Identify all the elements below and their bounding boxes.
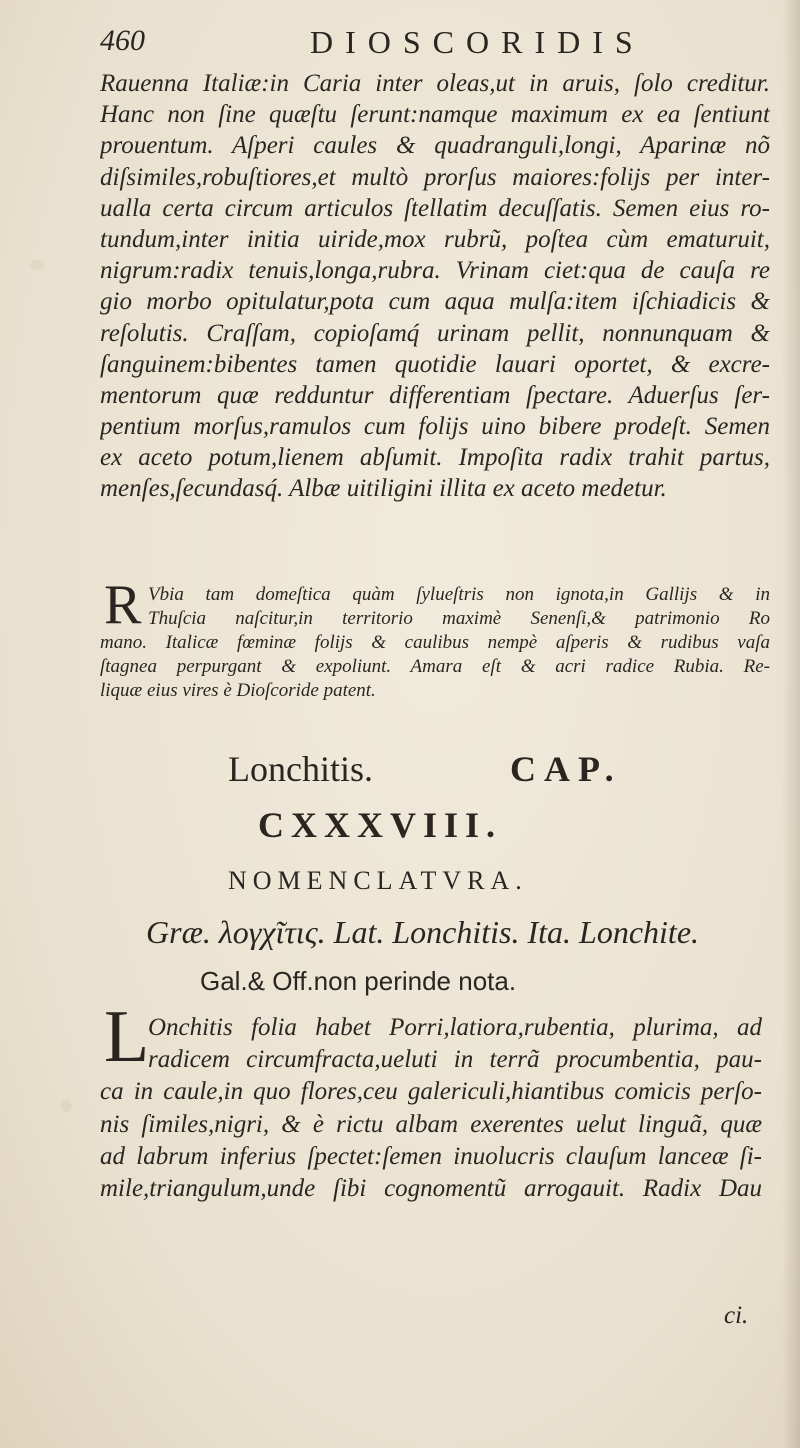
drop-cap-l: L: [104, 996, 150, 1078]
text-line: mentorum quæ redduntur differentiam ſpectare. Aduerſus ſer-: [100, 381, 770, 409]
main-text: [100, 68, 770, 505]
text-line: gio morbo opitulatur,pota cum aqua mulſa:item iſchiadicis &: [100, 288, 770, 316]
commentary-line: mano. Italicæ fœminæ folijs & caulibus nempè aſperis & rudibus vaſa: [100, 632, 770, 653]
lonchitis-line: mile,triangulum,unde ſibi cognomentũ arrogauit. Radix Dau: [100, 1174, 762, 1202]
running-title: DIOSCORIDIS: [310, 24, 645, 60]
nomenclatura-heading: NOMENCLATVRA.: [228, 866, 528, 895]
lonchitis-line: radicem circumfracta,ueluti in terrã procumbentia, pau-: [148, 1046, 762, 1074]
paper-stain: [60, 1100, 72, 1112]
text-line: ualla certa circum articulos ſtellatim decuſſatis. Semen eius ro-: [100, 194, 770, 222]
text-line: Rauenna Italiæ:in Caria inter oleas,ut in aruis, ſolo creditur.: [100, 70, 770, 97]
chapter-number: CXXXVIII.: [258, 805, 503, 845]
lonchitis-line: ad labrum inferius ſpectet:ſemen inuolucris clauſum lanceæ ſi-: [100, 1142, 762, 1170]
page-number: 460: [100, 24, 145, 57]
paper-stain: [30, 260, 44, 270]
lonchitis-line: Onchitis folia habet Porri,latiora,rubentia, plurima, ad: [148, 1014, 762, 1041]
text-line: diſsimiles,robuſtiores,et multò prorſus maiores:folijs per inter-: [100, 163, 770, 191]
text-line: prouentum. Aſperi caules & quadranguli,longi, Aparinæ nõ: [100, 132, 770, 160]
page-edge-shadow: [782, 0, 800, 1448]
text-line: ſanguinem:bibentes tamen quotidie lauari oportet, & excre-: [100, 350, 770, 378]
commentary-line: Vbia tam domeſtica quàm ſylueſtris non ignota,in Gallijs & in: [148, 584, 770, 605]
chapter-title: Lonchitis.: [228, 749, 373, 789]
nomenclature-names: Græ. λογχῖτις. Lat. Lonchitis. Ita. Lonchite.: [146, 914, 700, 950]
text-line: pentium morſus,ramulos cum folijs uino bibere prodeſt. Semen: [100, 413, 770, 441]
running-head: [100, 20, 740, 68]
commentary-line: liquæ eius vires è Dioſcoride patent.: [100, 680, 376, 701]
text-line: menſes,ſecundasq́. Albæ uitiligini illita ex aceto medetur.: [100, 475, 667, 503]
lonchitis-line: ca in caule,in quo flores,ceu galericuli,hiantibus comicis perſo-: [100, 1078, 762, 1106]
chapter-cap-label: CAP.: [510, 749, 622, 789]
text-line: nigrum:radix tenuis,longa,rubra. Vrinam ciet:qua de cauſa re: [100, 257, 770, 285]
lonchitis-text: [100, 1012, 762, 1205]
nomenclature-gal: Gal.& Off.non perinde nota.: [200, 966, 517, 996]
text-line: reſolutis. Craſſam, copioſamq́ urinam pellit, nonnunquam &: [100, 319, 770, 347]
commentary-line: Thuſcia naſcitur,in territorio maximè Senenſi,& patrimonio Ro: [148, 608, 770, 629]
lonchitis-line: nis ſimiles,nigri, & è rictu albam exerentes uelut linguã, quæ: [100, 1110, 762, 1138]
text-line: ex aceto potum,lienem abſumit. Impoſita radix trahit partus,: [100, 444, 770, 472]
drop-cap-r: R: [104, 574, 142, 636]
text-line: Hanc non ſine quæſtu ſerunt:namque maximum ex ea ſentiunt: [100, 101, 770, 129]
commentary-line: ſtagnea perpurgant & expoliunt. Amara eſt & acri radice Rubia. Re-: [100, 656, 770, 677]
catchword: ci.: [724, 1302, 749, 1329]
commentary-text: [100, 583, 770, 703]
text-line: tundum,inter initia uiride,mox rubrũ, poſtea cùm ematuruit,: [100, 225, 770, 253]
